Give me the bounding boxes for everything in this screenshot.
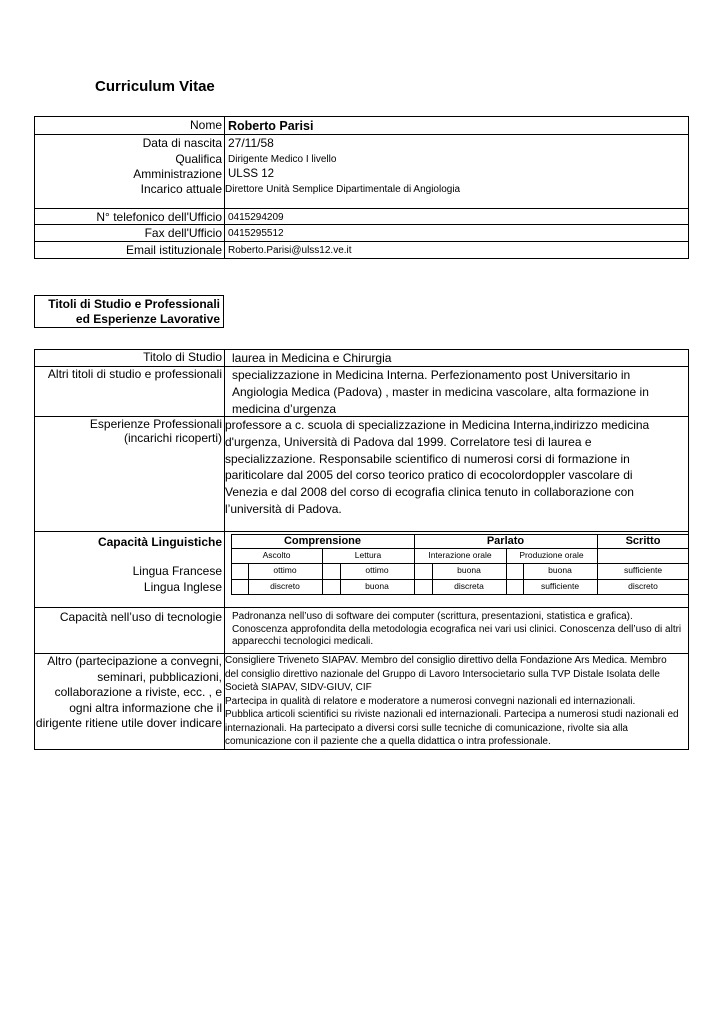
- nascita-value: 27/11/58: [228, 136, 274, 150]
- header-scritto: Scritto: [625, 535, 661, 547]
- altro-label-line: dirigente ritiene utile dover indicare: [35, 716, 222, 730]
- tecnologie-line: apparecchi tecnologici medicali.: [232, 636, 374, 647]
- amministrazione-label: Amministrazione: [133, 167, 222, 181]
- page-title: Curriculum Vitae: [95, 78, 215, 95]
- altro-label-line: ogni altra informazione che il: [69, 700, 222, 715]
- sub-lettura: Lettura: [354, 550, 382, 560]
- esperienze-label: [35, 417, 222, 445]
- altro-line: internazionali. Ha partecipato a diversi corsi sulle tecniche di comunicazione, rivolte sia alla: [225, 722, 628, 734]
- fax-value: 0415295512: [228, 228, 284, 239]
- esperienze-line: professore a c. scuola di specializzazione in Medicina Interna,indirizzo medicina: [225, 418, 650, 432]
- qualifica-label: Qualifica: [175, 152, 222, 166]
- altro-line: Società SIAPAV, SIDV-GIUV, CIF: [225, 682, 372, 693]
- section-heading-line1: Titoli di Studio e Professionali: [48, 297, 220, 311]
- esperienze-line: pariticolare dal 2005 del corso teorico pratico di ecocolordoppler vascolare di: [225, 468, 633, 483]
- francese-scritto: sufficiente: [623, 565, 663, 575]
- esperienze-line: Venezia e dal 2008 del corso di ecografia clinica tenuto in collaborazione con: [225, 485, 634, 500]
- section-heading-line2: ed Esperienze Lavorative: [75, 312, 220, 326]
- telefono-value: 0415294209: [228, 212, 284, 223]
- email-value: Roberto.Parisi@ulss12.ve.it: [228, 245, 352, 256]
- altro-line: del consiglio direttivo nazionale del Gruppo di Lavoro Intersocietario sulla TVP Distale Isolata delle: [225, 668, 660, 680]
- altro-line: Pubblica articoli scientifici su riviste nazionali ed internazionali. Partecipa a numerosi studi nazionali ed: [225, 709, 679, 720]
- email-label: Email istituzionale: [125, 243, 222, 257]
- esperienze-label-line2: (incarichi ricoperti): [123, 431, 222, 445]
- francese-produzione: buona: [548, 565, 572, 575]
- altro-line: comunicazione con il paziente che a quella didattica o intra professionale.: [225, 736, 551, 747]
- nascita-label: Data di nascita: [142, 136, 222, 150]
- titolo-value: laurea in Medicina e Chirurgia: [232, 351, 392, 365]
- lingua-francese-label: Lingua Francese: [132, 564, 222, 578]
- section-heading: [34, 295, 224, 328]
- altri-label: Altri titoli di studio e professionali: [47, 367, 222, 381]
- altro-line: Partecipa in qualità di relatore e moderatore a numerosi convegni nazionali ed internazionali.: [225, 695, 636, 707]
- nome-value: Roberto Parisi: [228, 119, 314, 133]
- francese-lettura: ottimo: [365, 565, 389, 575]
- language-grid: [231, 534, 691, 596]
- altri-line: Angiologia Medica (Padova) , master in medicina vascolare, alta formazione in: [232, 385, 649, 399]
- incarico-label: Incarico attuale: [140, 182, 222, 196]
- altro-label-line: seminari, pubblicazioni,: [97, 669, 222, 684]
- qualifica-value: Dirigente Medico I livello: [228, 154, 337, 165]
- esperienze-line: d'urgenza, Università di Padova dal 1999. Correlatore tesi di laurea e: [225, 434, 592, 449]
- inglese-scritto: discreto: [628, 581, 658, 591]
- altro-label-line: Altro (partecipazione a convegni,: [47, 654, 222, 668]
- nome-label: Nome: [189, 118, 222, 132]
- telefono-label: N° telefonico dell'Ufficio: [96, 210, 222, 224]
- incarico-value: Direttore Unità Semplice Dipartimentale di Angiologia: [225, 184, 461, 195]
- sub-produzione: Produzione orale: [519, 550, 584, 560]
- sub-interazione: Interazione orale: [428, 550, 492, 560]
- studies-table: [34, 349, 689, 750]
- tecnologie-value: [232, 611, 687, 649]
- personal-info-table: [34, 116, 689, 259]
- altro-line: Consigliere Triveneto SIAPAV. Membro del consiglio direttivo della Fondazione Ars Medica. Membro: [225, 655, 667, 666]
- francese-ascolto: ottimo: [273, 565, 297, 575]
- lingua-inglese-label: Lingua Inglese: [143, 580, 222, 594]
- titolo-label: Titolo di Studio: [143, 350, 222, 364]
- inglese-lettura: buona: [365, 581, 389, 591]
- francese-interazione: buona: [457, 565, 481, 575]
- amministrazione-value: ULSS 12: [228, 168, 275, 180]
- altro-value: [225, 654, 687, 749]
- tecnologie-line: Conoscenza approfondita della metodologia ecografica nei vari usi clinici. Conoscenza dell’uso di altri: [232, 623, 682, 635]
- inglese-produzione: sufficiente: [540, 581, 580, 591]
- altri-value: [232, 367, 682, 418]
- esperienze-value: [225, 417, 687, 518]
- sub-ascolto: Ascolto: [262, 550, 291, 560]
- header-parlato: Parlato: [486, 535, 525, 547]
- tecnologie-label: Capacità nell’uso di tecnologie: [59, 610, 222, 624]
- inglese-ascolto: discreto: [270, 581, 300, 591]
- esperienze-line: specializzazione. Responsabile scientifico di numerosi corsi di formazione in: [225, 451, 630, 466]
- esperienze-line: l’università di Padova.: [225, 501, 342, 516]
- altro-label-line: collaborazione a riviste, ecc. , e: [54, 685, 222, 699]
- altri-line: medicina d’urgenza: [232, 402, 337, 416]
- fax-label: Fax dell'Ufficio: [144, 226, 222, 240]
- header-comprensione: Comprensione: [283, 535, 361, 547]
- lingue-label: Capacità Linguistiche: [97, 535, 222, 549]
- altro-label: [35, 654, 222, 732]
- inglese-interazione: discreta: [454, 581, 484, 591]
- tecnologie-line: Padronanza nell’uso di software dei computer (scrittura, presentazioni, statistica e grafica).: [232, 611, 633, 622]
- altri-line: specializzazione in Medicina Interna. Perfezionamento post Universitario in: [232, 368, 631, 382]
- esperienze-label-line1: Esperienze Professionali: [89, 417, 222, 431]
